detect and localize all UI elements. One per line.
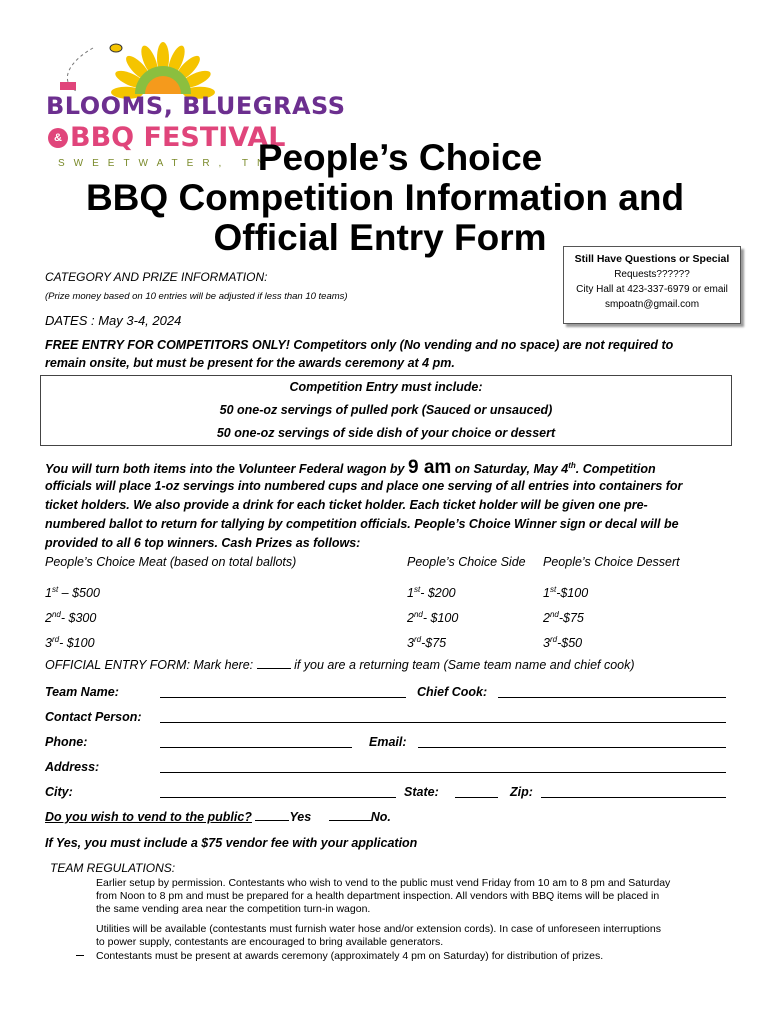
vend-question: Do you wish to vend to the public? Yes No. [45,810,391,824]
entry-requirements-box [40,375,732,446]
category-note: (Prize money based on 10 entries will be adjusted if less than 10 teams) [45,291,348,302]
prize-header-dessert: People’s Choice Dessert [543,555,680,569]
questions-heading: Still Have Questions or Special [574,253,730,265]
prize-side-1: 1st- $200 [407,585,456,601]
free-entry-line-2: remain onsite, but must be present for the awards ceremony at 4 pm. [45,356,455,370]
contact-person-field[interactable] [160,710,726,723]
chief-cook-field[interactable] [498,685,726,698]
team-name-label: Team Name: [45,685,119,699]
instructions-line-1: You will turn both items into the Volunteer Federal wagon by 9 am on Saturday, May 4th. Competition [45,457,656,479]
entry-box-heading: Competition Entry must include: [289,380,483,394]
dates: DATES : May 3-4, 2024 [45,313,182,328]
instructions-line-5: provided to all 6 top winners. Cash Prizes as follows: [45,536,361,550]
entry-box-pork: 50 one-oz servings of pulled pork (Sauced or unsauced) [219,403,553,417]
category-heading: CATEGORY AND PRIZE INFORMATION: [45,270,268,284]
prize-dessert-3: 3rd-$50 [543,635,583,651]
prize-header-meat: People’s Choice Meat (based on total ballots) [45,555,297,569]
regulation-1: Earlier setup by permission. Contestants who wish to vend to the public must vend Friday from 10 am to 8 pm and Saturday from Noon to 8 pm and must be prepared for a health department inspection. All vendors with BBQ items will be placed in the same vending area near the competition turn-in wagon. [96,877,671,915]
logo-text-location: SWEETWATER, TN [58,158,274,169]
prize-meat-1: 1st – $500 [45,585,100,601]
logo-ampersand: & [48,128,68,148]
zip-field[interactable] [541,785,726,798]
regulation-3: Contestants must be present at awards ceremony (approximately 4 pm on Saturday) for distribution of prizes. [96,950,604,962]
prize-dessert-1: 1st-$100 [543,585,589,601]
questions-line-2: Requests?????? [614,269,690,280]
instructions-line-4: numbered ballot to return for tallying by competition officials. People’s Choice Winner sign or decal will be [45,517,679,531]
state-field[interactable] [455,785,498,798]
vendor-fee-note: If Yes, you must include a $75 vendor fee with your application [45,836,418,850]
entry-box-side: 50 one-oz servings of side dish of your choice or dessert [216,426,556,440]
address-field[interactable] [160,760,726,773]
contact-person-label: Contact Person: [45,710,142,724]
prize-meat-2: 2nd- $300 [45,610,97,626]
vend-yes-field[interactable] [255,808,289,821]
chief-cook-label: Chief Cook: [417,685,488,699]
questions-email: smpoatn@gmail.com [604,299,700,310]
instructions-line-3: ticket holders. We also provide a drink for each ticket holder. Each ticket holder will be given one pre- [45,498,648,512]
logo-text-bbq: BBQ FESTIVAL [70,122,286,153]
email-field[interactable] [418,735,726,748]
bullet-dash-icon [76,955,84,956]
phone-label: Phone: [45,735,88,749]
regulations-heading: TEAM REGULATIONS: [50,861,176,875]
email-label: Email: [369,735,407,749]
title-line-3: Official Entry Form [213,217,547,258]
vend-no-field[interactable] [329,808,371,821]
free-entry-line-1: FREE ENTRY FOR COMPETITORS ONLY! Competitors only (No vending and no space) are not required to [45,338,674,352]
prize-side-2: 2nd- $100 [407,610,459,626]
returning-team-mark[interactable] [257,656,291,669]
prize-side-3: 3rd-$75 [407,635,447,651]
address-label: Address: [45,760,100,774]
prize-header-side: People’s Choice Side [407,555,526,569]
questions-box [563,246,741,324]
official-entry-line: OFFICIAL ENTRY FORM: Mark here: if you are a returning team (Same team name and chief cook) [45,658,635,672]
instructions-line-2: officials will place 1-oz servings into numbered cups and place one serving of all entries into containers for [45,479,683,493]
logo-text-blooms: BLOOMS, BLUEGRASS [46,92,346,120]
title-line-1: People’s Choice [257,137,543,178]
phone-field[interactable] [160,735,352,748]
team-name-field[interactable] [160,685,406,698]
city-label: City: [45,785,73,799]
title-line-2: BBQ Competition Information and [85,177,685,218]
prize-dessert-2: 2nd-$75 [543,610,584,626]
city-field[interactable] [160,785,396,798]
zip-label: Zip: [510,785,533,799]
regulation-2: Utilities will be available (contestants must furnish water hose and/or extension cords). In case of unforeseen interruptions to power supply, contestants are encouraged to bring available generators. [96,923,661,948]
questions-phone: City Hall at 423-337-6979 or email [576,284,728,295]
prize-meat-3: 3rd- $100 [45,635,95,651]
state-label: State: [404,785,439,799]
